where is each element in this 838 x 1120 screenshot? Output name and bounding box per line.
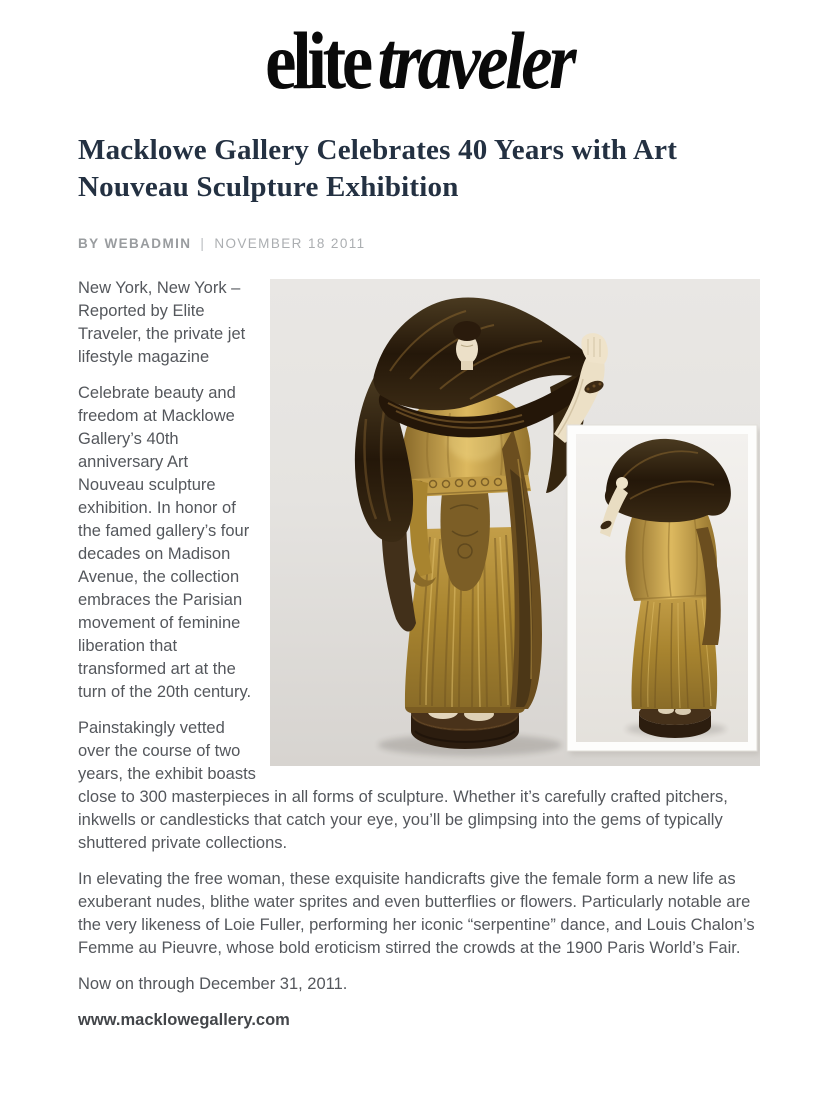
article-title: Macklowe Gallery Celebrates 40 Years with Art Nouveau Sculpture Exhibition [78,134,678,203]
sculpture-back-view-inset [567,425,760,755]
elite-traveler-logo[interactable] [265,14,573,108]
logo-traveler-text: traveler [377,15,574,106]
logo-elite-text: elite [264,15,369,106]
byline-separator: | [200,235,206,251]
gallery-website-link[interactable]: www.macklowegallery.com [78,1010,290,1029]
paragraph-exhibit: Painstakingly vetted over the course of two years, the exhibit boasts close to 300 masterpieces in all forms of sculpture. Whether it’s carefully crafted pitchers, inkwells or candlesticks that catch your eye, you’ll be glimpsing into the gems of typically shuttered private collections. [78,718,728,852]
sculpture-photo-graphic [270,279,760,766]
byline [78,236,760,251]
byline-date: NOVEMBER 18 2011 [214,235,366,251]
paragraph-artists: In elevating the free woman, these exquisite handicrafts give the female form a new life as exuberant nudes, blithe water sprites and even butterflies or flowers. Particularly notable are the very likeness of Loie Fuller, performing her iconic “serpentine” dance, and Louis Chalon’s Femme au Pieuvre, whose bold eroticism stirred the crowds at the 1900 Paris World’s Fair. [78,869,755,957]
website-line [78,1009,760,1032]
byline-author[interactable]: BY WEBADMIN [78,235,192,251]
article [0,132,838,1032]
sculpture-photo [270,279,760,766]
paragraph-intro: Celebrate beauty and freedom at Macklowe Gallery’s 40th anniversary Art Nouveau sculpture exhibition. In honor of the famed gallery’s four decades on Madison Avenue, the collection embraces the Parisian movement of feminine liberation that transformed art at the turn of the 20th century. [78,383,252,701]
article-body [78,277,760,1032]
paragraph-dateline: New York, New York – Reported by Elite Traveler, the private jet lifestyle magazine [78,278,246,366]
masthead [0,0,838,108]
closing-date: Now on through December 31, 2011. [78,974,348,993]
